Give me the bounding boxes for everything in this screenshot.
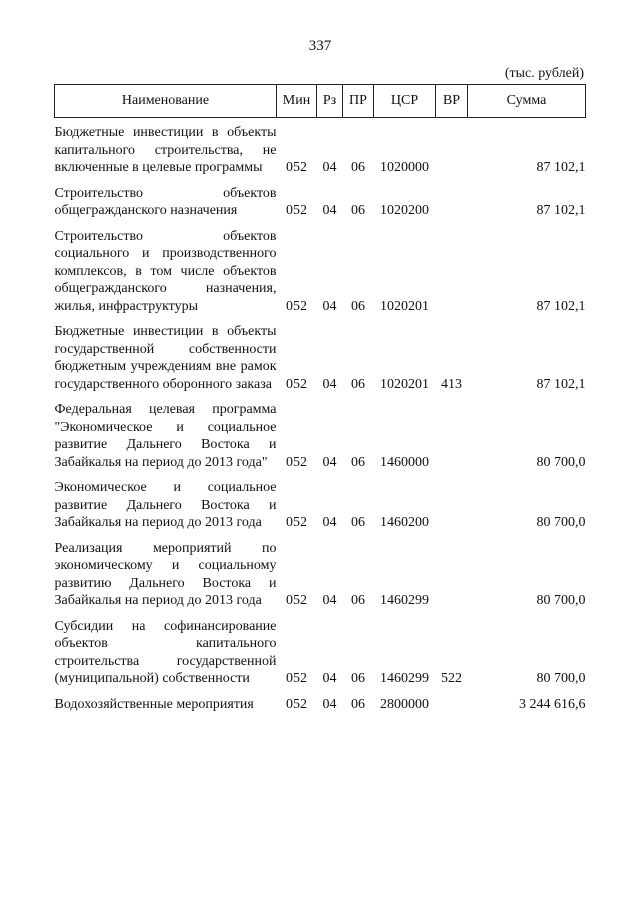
table-row [55,401,586,479]
row-vr [436,401,468,479]
row-min: 052 [286,203,307,218]
row-pr: 06 [351,376,365,392]
row-name: Реализация мероприятий по экономическому и социальному развитию Дальнего Востока и Забайкалья на период до 2013 года [54,540,277,608]
row-vr [436,118,468,185]
row-name: Строительство объектов общегражданского назначения [54,185,277,218]
row-min: 052 [286,671,307,686]
table-row [55,540,586,618]
row-name: Федеральная целевая программа "Экономическое и социальное развитие Дальнего Востока и Забайкалья на период до 2013 года" [54,402,277,470]
table-row [55,323,586,401]
row-sum: 87 102,1 [536,203,586,218]
header-sum: Сумма [468,85,586,118]
row-vr: 522 [441,671,462,686]
row-vr [436,696,468,722]
row-vr [436,479,468,540]
row-vr [436,228,468,324]
row-sum: 80 700,0 [536,515,586,530]
row-name: Экономическое и социальное развитие Дальнего Востока и Забайкалья на период до 2013 года [54,480,277,530]
row-pr: 06 [351,696,365,712]
row-rz: 04 [322,454,337,470]
row-name: Строительство объектов социального и производственного комплексов, в том числе объектов общегражданского назначения, жилья, инфраструктуры [54,228,277,314]
table-row [55,618,586,696]
row-rz: 04 [322,696,337,712]
units-label: (тыс. рублей) [504,66,584,81]
row-min: 052 [286,454,307,470]
row-sum: 3 244 616,6 [519,696,586,712]
header-min: Мин [277,85,317,118]
row-sum: 87 102,1 [536,376,586,392]
row-csr: 2800000 [380,696,429,712]
row-pr: 06 [351,454,365,470]
row-rz: 04 [322,515,337,530]
row-name: Водохозяйственные мероприятия [54,696,254,712]
row-sum: 80 700,0 [536,671,586,686]
row-pr: 06 [351,298,365,314]
row-rz: 04 [322,298,337,314]
row-pr: 06 [351,515,365,530]
row-name: Бюджетные инвестиции в объекты государственной собственности бюджетным учреждениям вне рамок государственного оборонного заказа [54,324,277,392]
row-sum: 80 700,0 [536,593,586,608]
row-sum: 87 102,1 [536,160,586,175]
row-rz: 04 [322,671,337,686]
header-pr: ПР [343,85,374,118]
row-min: 052 [286,696,307,712]
row-min: 052 [286,593,307,608]
row-csr: 1460299 [380,593,429,608]
header-name: Наименование [55,85,277,118]
row-vr: 413 [441,376,462,392]
row-pr: 06 [351,160,365,175]
row-vr [436,540,468,618]
row-min: 052 [286,160,307,175]
table-row [55,228,586,324]
row-pr: 06 [351,671,365,686]
row-name: Субсидии на софинансирование объектов капитального строительства государственной (муниципальной) собственности [54,618,277,686]
row-csr: 1460200 [380,515,429,530]
row-rz: 04 [322,593,337,608]
row-sum: 87 102,1 [536,298,586,314]
row-csr: 1020200 [380,203,429,218]
page-number: 337 [308,38,332,54]
row-csr: 1020000 [380,160,429,175]
row-pr: 06 [351,203,365,218]
table-row [55,118,586,185]
row-pr: 06 [351,593,365,608]
row-name: Бюджетные инвестиции в объекты капитального строительства, не включенные в целевые программы [54,125,277,175]
row-csr: 1460000 [380,454,429,470]
row-min: 052 [286,515,307,530]
table-header [55,85,586,118]
table-row [55,479,586,540]
header-vr: ВР [436,85,468,118]
row-sum: 80 700,0 [536,454,586,470]
budget-table [54,84,586,721]
row-min: 052 [286,376,307,392]
row-csr: 1020201 [380,298,429,314]
row-rz: 04 [322,376,337,392]
header-rz: Рз [317,85,343,118]
row-rz: 04 [322,203,337,218]
table-row [55,185,586,228]
row-csr: 1460299 [380,671,429,686]
row-csr: 1020201 [380,376,429,392]
row-vr [436,185,468,228]
row-rz: 04 [322,160,337,175]
header-csr: ЦСР [374,85,436,118]
row-min: 052 [286,298,307,314]
table-row [55,696,586,722]
